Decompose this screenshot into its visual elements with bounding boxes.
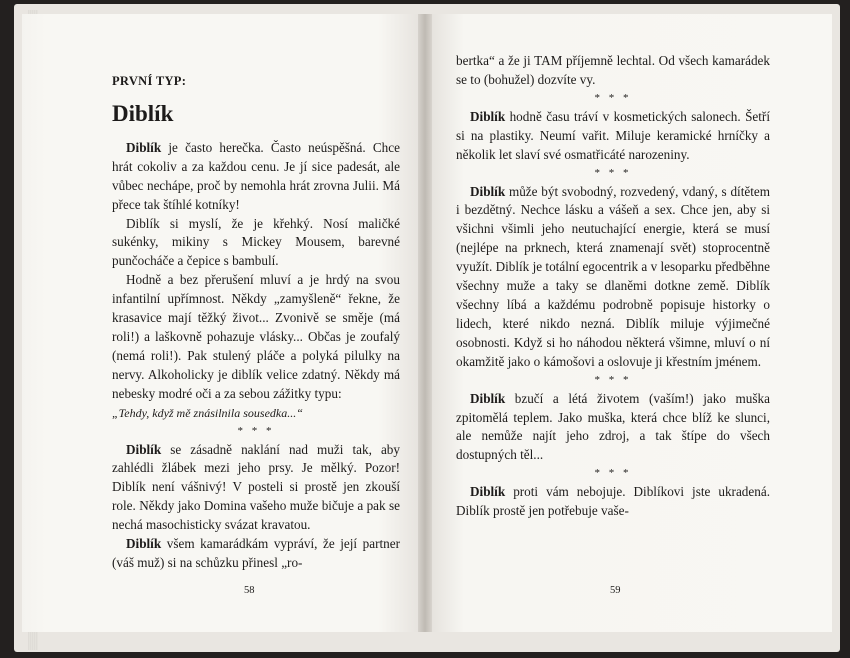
lead-word: Diblík	[470, 108, 506, 124]
lead-word: Diblík	[470, 183, 506, 199]
left-page	[22, 14, 419, 632]
separator: * * *	[594, 467, 632, 480]
lead-word: Diblík	[470, 484, 506, 500]
lead-word: Diblík	[126, 536, 162, 552]
paragraph-text: všem kamarádkám vypráví, že její partner (váš muž) si na schůzku přinesl „ro-	[112, 536, 400, 570]
paragraph-text: Hodně a bez přerušení mluví a je hrdý na svou infantilní upřímnost. Někdy „zamyšleně“ řekne, že krasavice mají těžký život... Zvonivě se směje (má roli!) a laškovně pohazuje vlásky... Občas je zoufalý (nemá roli!). Pak stulený pláče a polyká pilulky na nervy. Alkoholicky je diblík velice zdatný. Někdy má nebesky modré oči a za sebou zážitky typu:	[112, 272, 400, 401]
paragraph-text: může být svobodný, rozvedený, vdaný, s dítětem i bezdětný. Nechce lásku a vášeň a sex. Chce jen, aby si všichni všimli jeho neutuchající energie, která se musí (nejlépe na prknech, která znamenají svět) stoprocentně využít. Diblík je totální egocentrik a v lesoparku předběhne všechny muže a taky se dlaněmi dotkne země. Diblík všechny líbá a každému podrobně popisuje historky o lidech, které nikdo nezná. Diblík miluje výjimečné osobnosti. Když si ho náhodou některá všimne, mluví o ní okamžitě jako o kámošovi a oslovuje ji křestním jménem.	[456, 183, 770, 369]
paragraph-text: hodně času tráví v kosmetických salonech. Šetří si na plastiky. Neumí vařit. Miluje keramické hrníčky a několik let slaví své osmatřicáté narozeniny.	[456, 108, 770, 162]
paragraph	[112, 535, 400, 573]
separator: * * *	[594, 166, 632, 179]
paragraph-text: se zásadně naklání nad muži tak, aby zahlédli žlábek mezi jeho prsy. Je mělký. Pozor! Diblík není vášnivý! V posteli si prostě jen zkouší role. Někdy jako Domina vašeho muže bičuje a pak se nechá masochisticky svázat kravatou.	[112, 441, 400, 533]
lead-word: Diblík	[126, 139, 162, 155]
paragraph: bertka“ a že ji TAM příjemně lechtal. Od všech kamarádek se to (bohužel) dozvíte vy.	[456, 53, 770, 87]
paragraph	[456, 183, 770, 372]
separator: * * *	[237, 424, 275, 437]
paragraph	[456, 108, 770, 165]
paragraph	[456, 483, 770, 521]
right-page	[432, 14, 832, 632]
paragraph	[112, 271, 400, 422]
page-number: 59	[610, 585, 621, 596]
paragraph: Diblík si myslí, že je křehký. Nosí maličké sukénky, mikiny s Mickey Mousem, barevné punčocháče a čepice s bambulí.	[112, 215, 400, 269]
paragraph-text: bzučí a létá životem (vaším!) jako muška zpitomělá teplem. Jako muška, která chce blíž ke slunci, ale nemůže najít jeho zdroj, a tak štípe do všech dostupných těl...	[456, 390, 770, 463]
paragraph-text: proti vám nebojuje. Diblíkovi jste ukradená. Diblík prostě jen potřebuje vaše-	[456, 484, 770, 519]
paragraph	[456, 390, 770, 466]
quote: „Tehdy, když mě znásilnila sousedka...“	[112, 405, 303, 420]
right-page-text	[456, 52, 770, 521]
paragraph-text: je často herečka. Často neúspěšná. Chce hrát cokoliv a za každou cenu. Je jí sice padesát, ale vůbec nechápe, proč by nemohla hrát zrovna Julii. Má přece tak štíhlé kotníky!	[112, 139, 400, 212]
paragraph	[112, 441, 400, 536]
page-number: 58	[244, 585, 255, 596]
section-label: PRVNÍ TYP:	[112, 74, 187, 88]
lead-word: Diblík	[126, 441, 162, 457]
book-gutter	[418, 14, 432, 632]
paragraph	[112, 139, 400, 215]
chapter-title: Diblík	[112, 100, 174, 126]
open-book	[14, 4, 840, 652]
lead-word: Diblík	[470, 390, 506, 406]
left-page-text	[112, 72, 400, 573]
separator: * * *	[594, 91, 632, 104]
separator: * * *	[594, 373, 632, 386]
